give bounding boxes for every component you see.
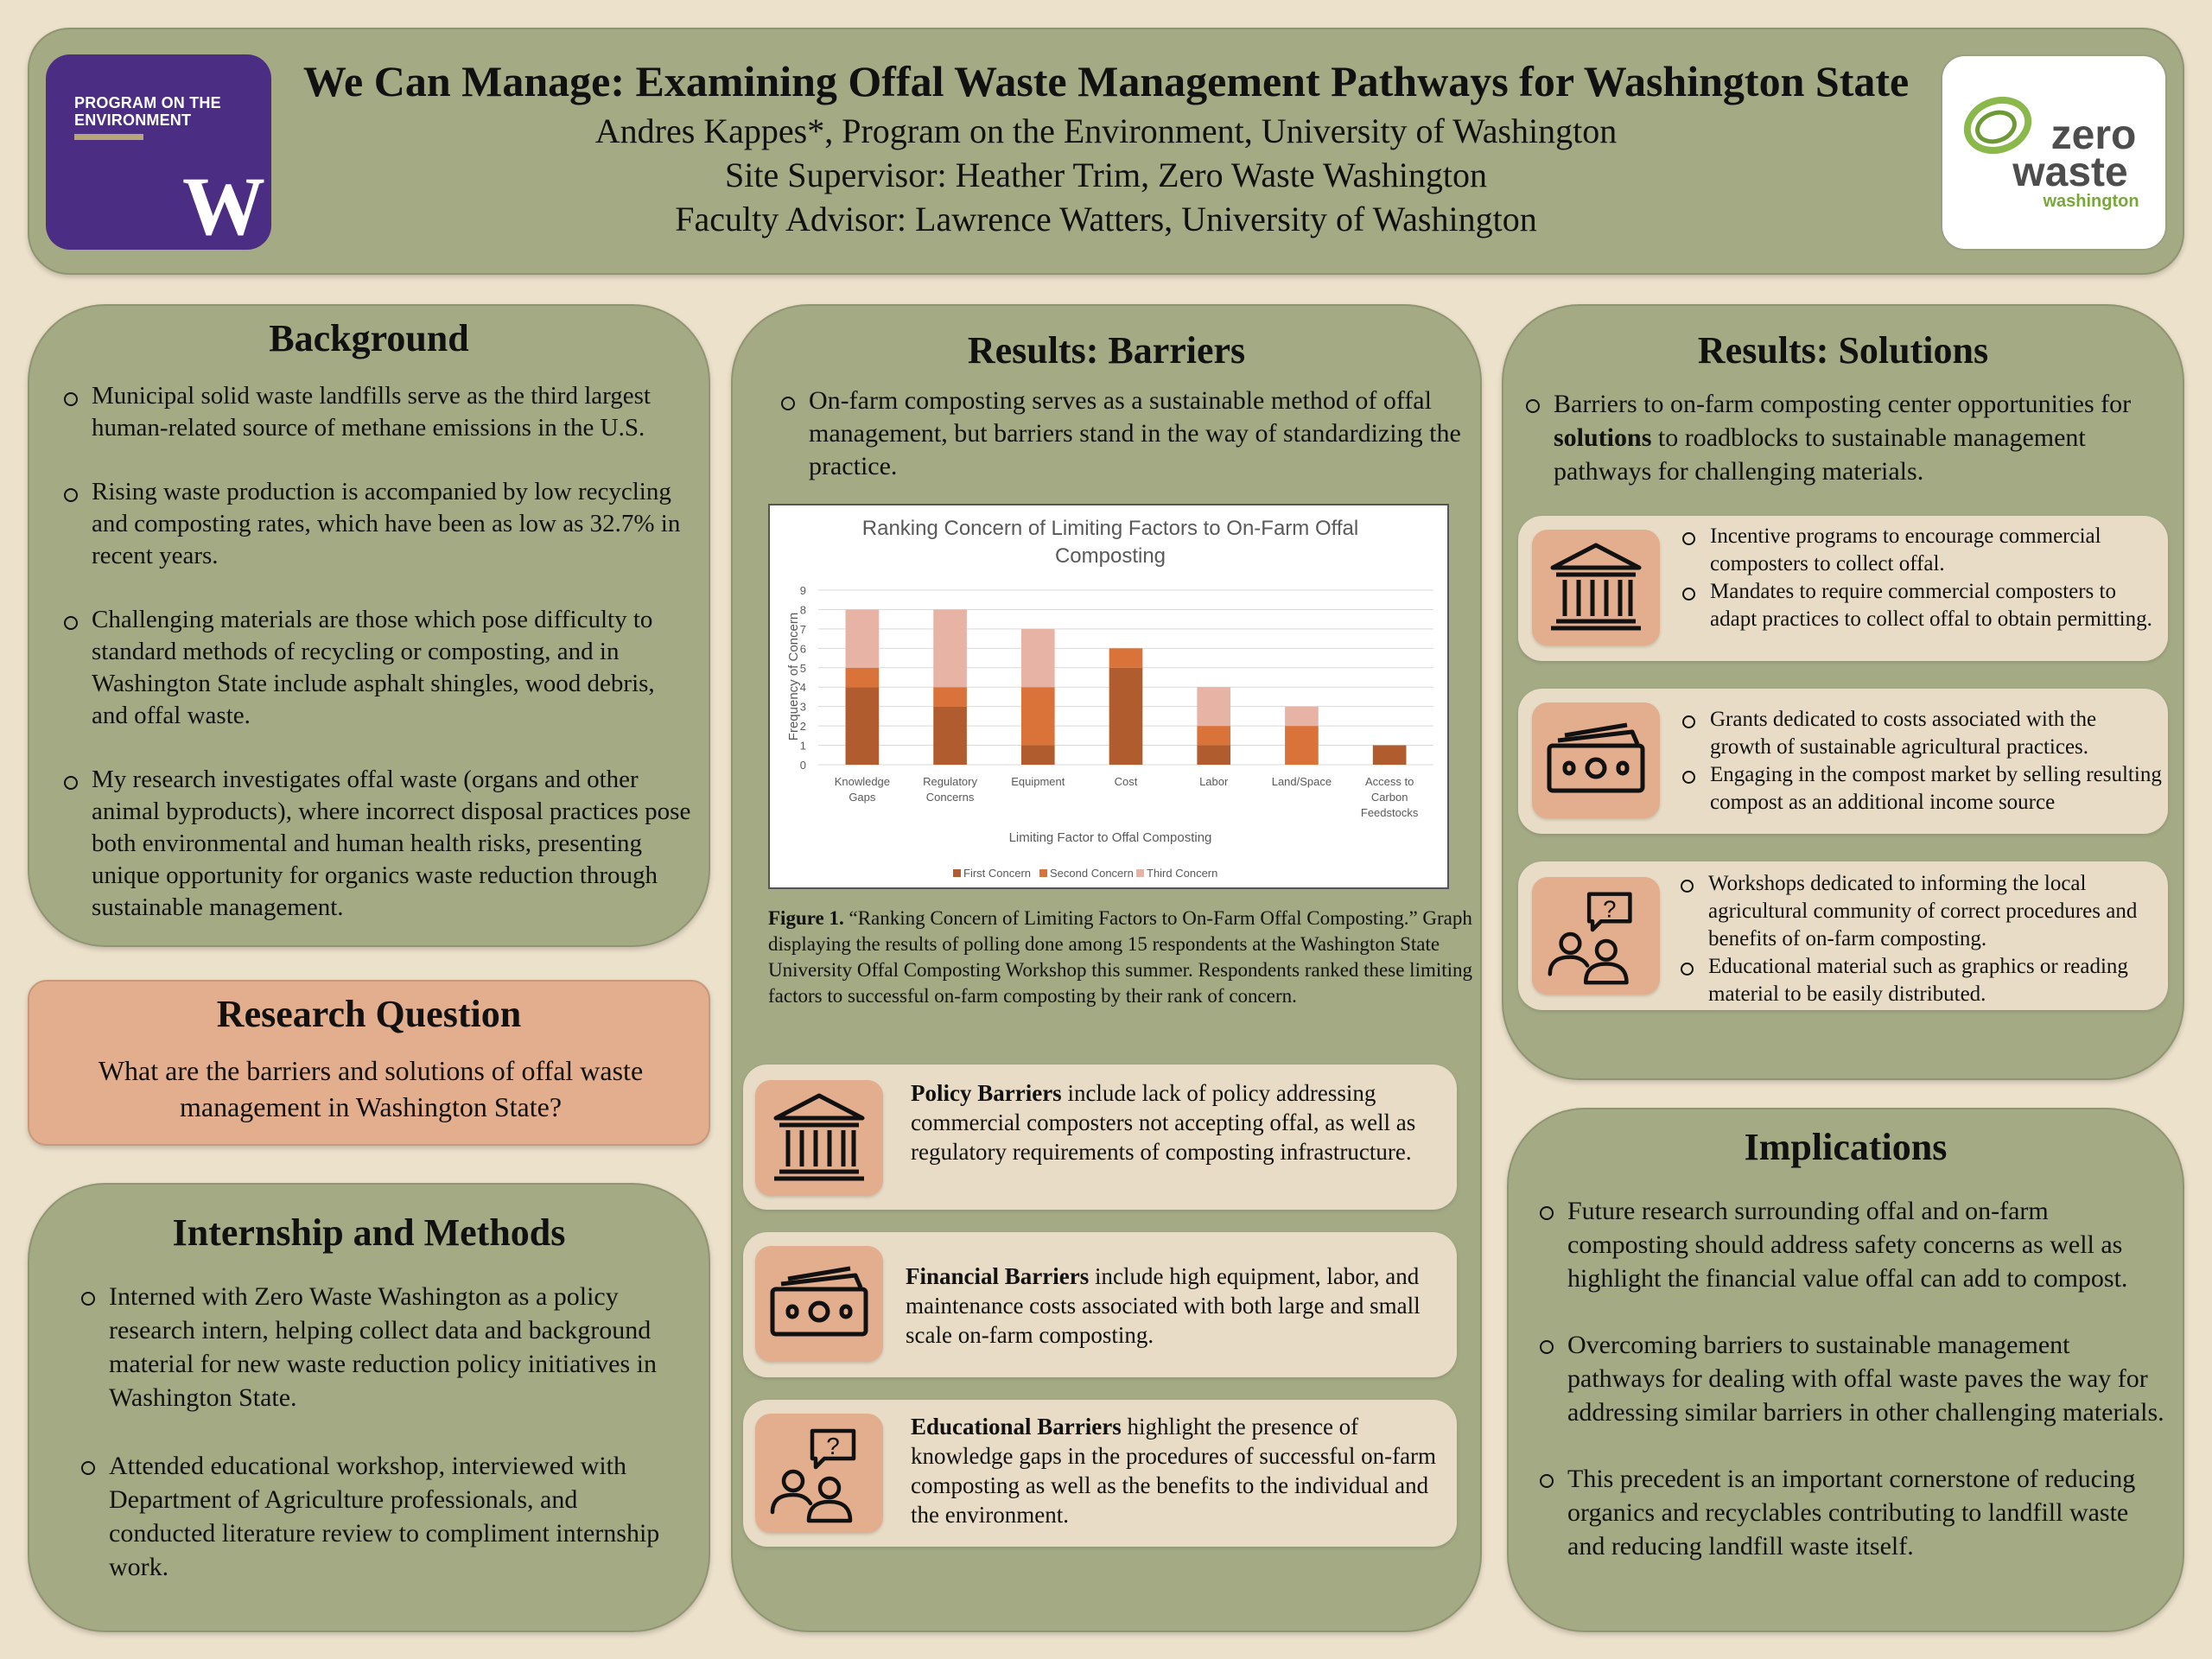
background-section xyxy=(28,304,710,947)
chart-y-tick-label: 9 xyxy=(799,584,806,597)
methods-section xyxy=(28,1183,710,1632)
methods-title: Internship and Methods xyxy=(172,1211,566,1254)
chart-bar xyxy=(1021,687,1055,745)
chart-bar xyxy=(846,668,880,687)
chart-bar xyxy=(1021,746,1055,765)
solution-item: Educational material such as graphics or reading material to be easily distributed. xyxy=(1681,953,2163,1008)
background-item: Municipal solid waste landfills serve as the third largest human-related source of methane emissions in the U.S. xyxy=(64,380,695,444)
implications-item: Overcoming barriers to sustainable management pathways for dealing with offal waste paves the way for addressing similar barriers in other challenging materials. xyxy=(1540,1328,2171,1429)
zero-word: zero xyxy=(2050,112,2137,158)
methods-item: Interned with Zero Waste Washington as a policy research intern, helping collect data and background material for new waste reduction policy initiatives in Washington State. xyxy=(81,1280,686,1414)
educational-solution-list xyxy=(1681,870,2163,1008)
educational-barrier-card xyxy=(743,1400,1457,1547)
money-icon xyxy=(755,1246,883,1362)
financial-barrier-bold: Financial Barriers xyxy=(906,1263,1090,1289)
chart-title-line-2: Composting xyxy=(1054,544,1166,568)
chart-y-tick-label: 6 xyxy=(799,642,806,656)
financial-barrier-text xyxy=(906,1262,1441,1350)
solutions-intro-list xyxy=(1526,387,2165,488)
chart-bar xyxy=(846,687,880,765)
chart-x-tick-label: Labor xyxy=(1199,775,1229,788)
chart-legend-label: Third Concern xyxy=(1147,867,1218,880)
implications-section xyxy=(1507,1108,2184,1632)
money-icon xyxy=(1532,702,1660,818)
educational-barrier-bold: Educational Barriers xyxy=(911,1414,1122,1440)
program-logo-text: PROGRAM ON THE ENVIRONMENT xyxy=(74,94,221,129)
implications-list xyxy=(1540,1194,2171,1563)
chart-y-tick-label: 5 xyxy=(799,661,806,675)
solution-item: Engaging in the compost market by selling resulting compost as an additional income source xyxy=(1682,761,2163,817)
chart-x-tick-label: Cost xyxy=(1114,775,1138,788)
solutions-intro-post: to roadblocks to sustainable management pathways for challenging materials. xyxy=(1554,423,2086,486)
title-block xyxy=(285,54,1927,241)
chart-legend-label: First Concern xyxy=(963,867,1032,880)
uw-program-logo xyxy=(46,54,271,250)
research-question-text: What are the barriers and solutions of offal waste management in Washington State? xyxy=(98,1055,644,1122)
solution-item: Incentive programs to encourage commercial composters to collect offal. xyxy=(1682,523,2158,578)
chart-bar xyxy=(1109,668,1143,765)
chart-bar xyxy=(1109,648,1143,667)
chart-bar xyxy=(1197,746,1230,765)
zero-waste-logo xyxy=(1941,54,2167,251)
program-logo-bar xyxy=(74,134,143,140)
policy-barrier-text xyxy=(911,1078,1438,1166)
chart-x-axis-label: Limiting Factor to Offal Composting xyxy=(1008,830,1212,845)
bank-icon xyxy=(755,1080,883,1196)
chart-title-line-1: Ranking Concern of Limiting Factors to On-Farm Offal xyxy=(861,517,1359,540)
educational-barrier-body: highlight the presence of knowledge gaps in the procedures of successful on-farm composting as well as the benefits to the individual and the environment. xyxy=(911,1414,1437,1528)
financial-solution-list xyxy=(1682,706,2163,817)
chart-y-tick-label: 4 xyxy=(799,681,806,695)
background-item: My research investigates offal waste (organs and other animal byproducts), where incorrect disposal practices pose both environmental and human health risks, presenting unique opportunity for organics waste reduction through sustainable management. xyxy=(64,764,695,924)
chart-bar xyxy=(1285,726,1319,765)
chart-bar xyxy=(1021,629,1055,687)
chart-bar xyxy=(933,609,967,687)
author-line: Andres Kappes*, Program on the Environment, University of Washington xyxy=(594,111,1618,150)
svg-text:?: ? xyxy=(1603,895,1617,923)
solutions-intro-pre: Barriers to on-farm composting center opportunities for xyxy=(1554,390,2132,418)
chart-x-tick-label: Knowledge Gaps xyxy=(834,775,891,804)
research-question-title: Research Question xyxy=(216,993,522,1035)
solution-item: Grants dedicated to costs associated with the growth of sustainable agricultural practices. xyxy=(1682,706,2163,761)
barriers-chart xyxy=(768,504,1449,889)
zero-waste-logo-graphic xyxy=(1942,56,2169,252)
policy-barrier-card xyxy=(743,1065,1457,1210)
chart-legend-swatch xyxy=(1039,869,1047,877)
financial-barrier-card xyxy=(743,1232,1457,1377)
chart-legend-label: Second Concern xyxy=(1050,867,1134,880)
barriers-intro: On-farm composting serves as a sustainable method of offal management, but barriers stand in the way of standardizing the practice. xyxy=(781,385,1464,483)
question-people-icon xyxy=(1532,877,1660,995)
waste-word: waste xyxy=(2012,149,2128,195)
chart-y-tick-label: 0 xyxy=(799,759,806,772)
implications-title: Implications xyxy=(1744,1126,1948,1168)
background-item: Challenging materials are those which pose difficulty to standard methods of recycling or composting, and in Washington State include asphalt shingles, wood debris, and offal waste. xyxy=(64,604,695,732)
financial-barrier-body: include high equipment, labor, and maintenance costs associated with both large and small scale on-farm composting. xyxy=(906,1263,1421,1348)
chart-legend-swatch xyxy=(953,869,961,877)
policy-solution-card xyxy=(1518,516,2168,661)
implications-item: Future research surrounding offal and on-farm composting should address safety concerns as well as highlight the financial value offal can add to compost. xyxy=(1540,1194,2171,1295)
policy-barrier-body: include lack of policy addressing commercial composters not accepting offal, as well as regulatory requirements of composting infrastructure. xyxy=(911,1080,1416,1165)
methods-item: Attended educational workshop, interviewed with Department of Agriculture professionals, and conducted literature review to compliment internship work. xyxy=(81,1449,686,1584)
chart-bar xyxy=(1197,687,1230,726)
question-people-icon xyxy=(755,1414,883,1533)
policy-barrier-bold: Policy Barriers xyxy=(911,1080,1062,1106)
chart-y-tick-label: 3 xyxy=(799,700,806,714)
chart-y-tick-label: 2 xyxy=(799,720,806,734)
uw-w-mark: W xyxy=(182,160,265,250)
chart-y-axis-label: Frequency of Concern xyxy=(786,612,801,741)
chart-bar xyxy=(1373,746,1407,765)
financial-solution-card xyxy=(1518,689,2168,834)
methods-list xyxy=(81,1280,686,1584)
chart-y-tick-label: 7 xyxy=(799,622,806,636)
chart-bar xyxy=(933,687,967,706)
solution-item: Mandates to require commercial composters to adapt practices to collect offal to obtain permitting. xyxy=(1682,578,2158,633)
solutions-intro xyxy=(1526,387,2165,488)
chart-x-tick-label: Access to Carbon Feedstocks xyxy=(1360,775,1419,819)
solutions-intro-bold: solutions xyxy=(1554,423,1652,452)
background-list xyxy=(64,380,695,924)
solutions-title: Results: Solutions xyxy=(1697,329,1989,372)
bank-icon xyxy=(1532,530,1660,645)
barriers-intro-list xyxy=(781,385,1464,483)
background-item: Rising waste production is accompanied by low recycling and composting rates, which have been as low as 32.7% in recent years. xyxy=(64,476,695,572)
chart-x-tick-label: Regulatory Concerns xyxy=(923,775,978,804)
chart-legend-swatch xyxy=(1136,869,1144,877)
barriers-title: Results: Barriers xyxy=(967,329,1246,372)
poster-title: We Can Manage: Examining Offal Waste Management Pathways for Washington State xyxy=(302,57,1910,105)
policy-solution-list xyxy=(1682,523,2158,633)
supervisor-line: Site Supervisor: Heather Trim, Zero Waste Washington xyxy=(725,156,1487,194)
research-question-section xyxy=(28,980,710,1146)
educational-solution-card xyxy=(1518,861,2168,1010)
figure-caption-text: “Ranking Concern of Limiting Factors to On-Farm Offal Composting.” Graph displaying the results of polling done among 15 respondents at the Washington State University Offal Composting Workshop this summer. Respondents ranked these limiting factors to successful on-farm composting by their rank of concern. xyxy=(768,907,1473,1007)
chart-bar xyxy=(1285,707,1319,726)
chart-bar xyxy=(846,609,880,667)
solution-item: Workshops dedicated to informing the local agricultural community of correct procedures and benefits of on-farm composting. xyxy=(1681,870,2163,953)
figure-caption xyxy=(768,906,1477,1009)
background-title: Background xyxy=(269,317,469,359)
chart-x-tick-label: Equipment xyxy=(1011,775,1065,788)
barriers-chart-svg xyxy=(770,505,1451,891)
chart-bar xyxy=(933,707,967,765)
svg-text:?: ? xyxy=(826,1433,840,1459)
chart-x-tick-label: Land/Space xyxy=(1271,775,1332,788)
advisor-line: Faculty Advisor: Lawrence Watters, University of Washington xyxy=(675,200,1537,238)
chart-y-tick-label: 1 xyxy=(799,739,806,753)
chart-y-tick-label: 8 xyxy=(799,603,806,617)
figure-caption-label: Figure 1. xyxy=(768,907,844,929)
chart-bar xyxy=(1197,726,1230,745)
educational-barrier-text xyxy=(911,1412,1441,1529)
washington-word: washington xyxy=(2043,192,2139,211)
implications-item: This precedent is an important cornerstone of reducing organics and recyclables contributing to landfill waste and reducing landfill waste itself. xyxy=(1540,1462,2171,1563)
